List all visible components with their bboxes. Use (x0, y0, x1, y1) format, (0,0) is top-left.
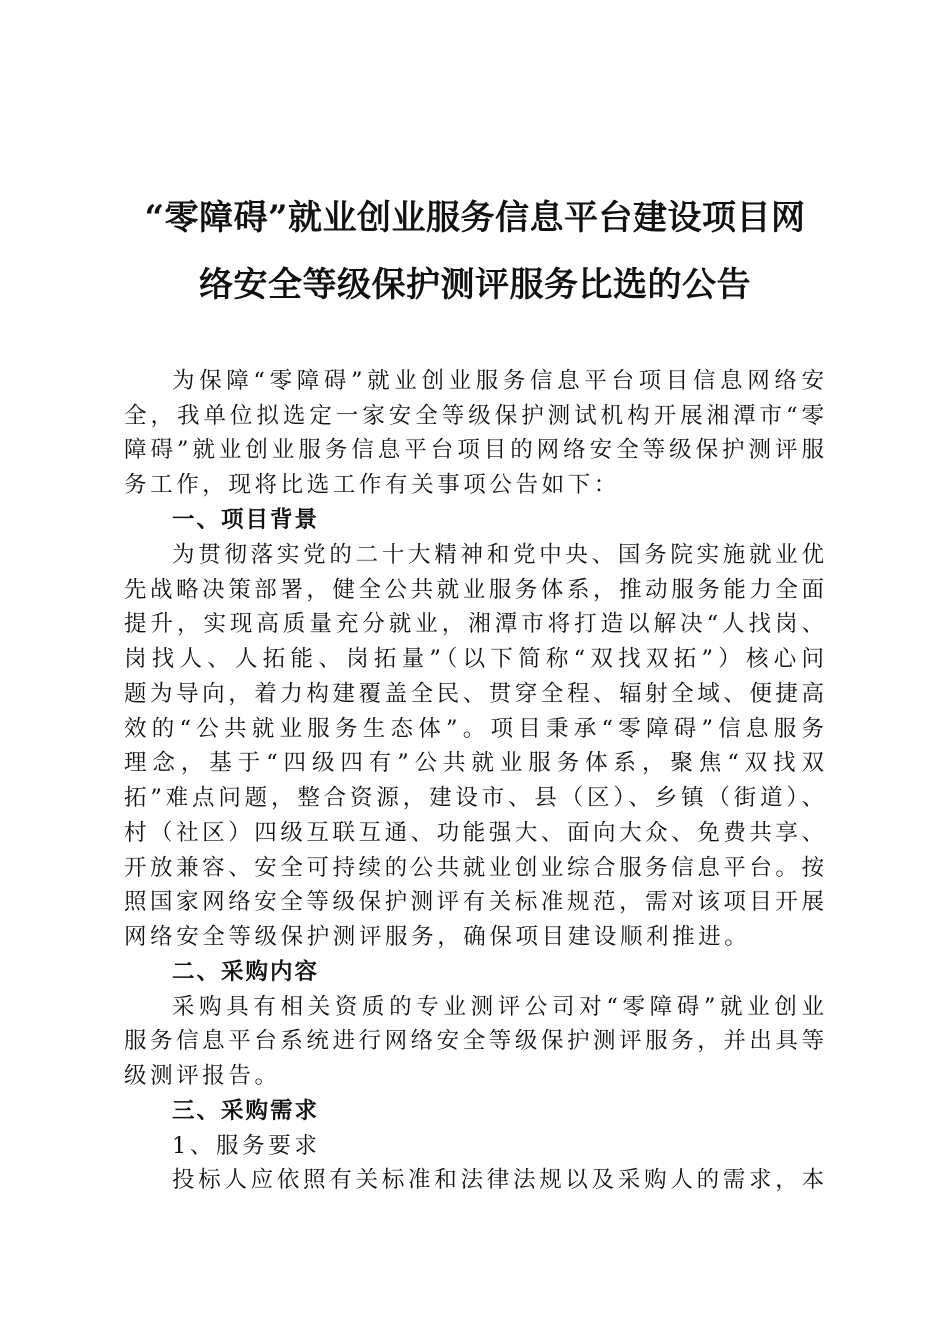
intro-line: 为保障“零障碍”就业创业服务信息平台项目信息网络安 (172, 368, 824, 394)
section1-line: 理念，基于“四级四有”公共就业服务体系，聚焦“双找双 (124, 750, 824, 776)
section2-line: 服务信息平台系统进行网络安全等级保护测评服务，并出具等 (124, 1028, 824, 1054)
section1-line: 为贯彻落实党的二十大精神和党中央、国务院实施就业优 (172, 542, 824, 568)
document-title-line-2: 络安全等级保护测评服务比选的公告 (199, 265, 751, 305)
section1-line: 提升，实现高质量充分就业，湘潭市将打造以解决“人找岗、 (124, 611, 824, 637)
section3-line: 投标人应依照有关标准和法律法规以及采购人的需求，本 (172, 1167, 824, 1193)
section-heading-procurement-content: 二、采购内容 (172, 959, 320, 985)
section1-line: 网络安全等级保护测评服务，确保项目建设顺利推进。 (124, 924, 751, 950)
section1-line: 岗找人、人拓能、岗拓量”（以下简称“双找双拓”）核心问 (124, 646, 824, 672)
section-heading-background: 一、项目背景 (172, 507, 320, 533)
section1-line: 效的“公共就业服务生态体”。项目秉承“零障碍”信息服务 (124, 716, 824, 742)
document-title-line-1: “零障碍”就业创业服务信息平台建设项目网 (144, 198, 806, 238)
section1-line: 开放兼容、安全可持续的公共就业创业综合服务信息平台。按 (124, 855, 824, 881)
section1-line: 拓”难点问题，整合资源，建设市、县（区）、乡镇（街道）、 (124, 785, 824, 811)
section1-line: 村（社区）四级互联互通、功能强大、面向大众、免费共享、 (124, 820, 824, 846)
section2-line: 级测评报告。 (124, 1063, 281, 1089)
section1-line: 照国家网络安全等级保护测评有关标准规范，需对该项目开展 (124, 889, 824, 915)
section3-subheading: 1、服务要求 (172, 1133, 321, 1159)
section1-line: 题为导向，着力构建覆盖全民、贯穿全程、辐射全域、便捷高 (124, 681, 824, 707)
section1-line: 先战略决策部署，健全公共就业服务体系，推动服务能力全面 (124, 577, 824, 603)
intro-line: 务工作，现将比选工作有关事项公告如下： (124, 472, 620, 498)
section-heading-procurement-requirements: 三、采购需求 (172, 1098, 320, 1124)
section2-line: 采购具有相关资质的专业测评公司对“零障碍”就业创业 (172, 994, 824, 1020)
intro-line: 障碍”就业创业服务信息平台项目的网络安全等级保护测评服 (124, 437, 824, 463)
intro-line: 全，我单位拟选定一家安全等级保护测试机构开展湘潭市“零 (124, 403, 824, 429)
